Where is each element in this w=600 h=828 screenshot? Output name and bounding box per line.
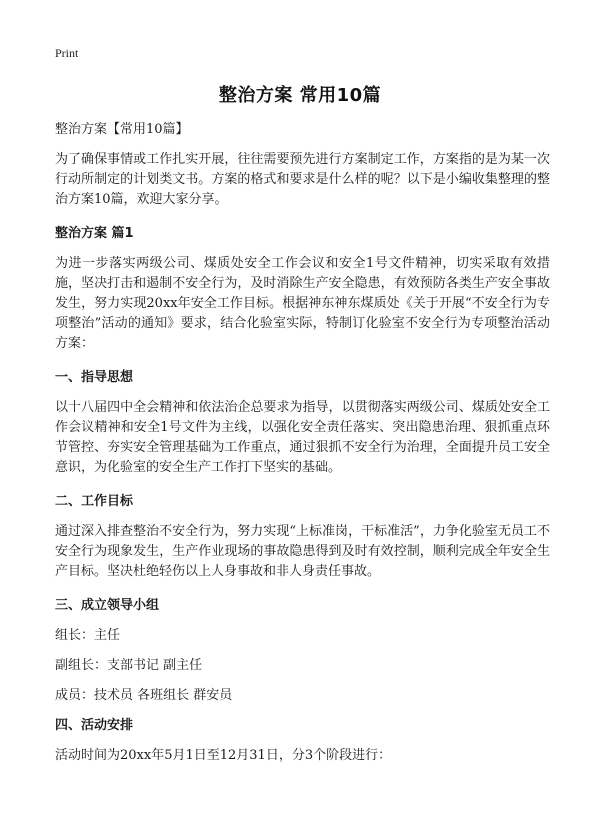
document-subtitle: 整治方案【常用10篇】 <box>55 122 189 137</box>
members-line: 成员：技术员 各班组长 群安员 <box>55 688 233 703</box>
document-body <box>55 120 550 766</box>
paragraph-guiding-ideology: 以十八届四中全会精神和依法治企总要求为指导，以贯彻落实两级公司、煤质处安全工作会议精神和安全1号文件为主线，以强化安全责任落实、突出隐患治理、狠抓重点环节管控、夯实安全管理基础为工作重点，通过狠抓不安全行为治理，全面提升员工安全意识，为化验室的安全生产工作打下坚实的基础。 <box>55 400 550 475</box>
intro-paragraph: 为了确保事情或工作扎实开展，往往需要预先进行方案制定工作，方案指的是为某一次行动所制定的计划类文书。方案的格式和要求是什么样的呢？以下是小编收集整理的整治方案10篇，欢迎大家分享。 <box>55 152 550 207</box>
heading-leading-group: 三、成立领导小组 <box>55 598 160 613</box>
heading-guiding-ideology: 一、指导思想 <box>55 370 134 385</box>
deputy-leader-line: 副组长：支部书记 副主任 <box>55 658 203 673</box>
heading-work-goals: 二、工作目标 <box>55 494 134 509</box>
paragraph-activity-schedule: 活动时间为20xx年5月1日至12月31日，分3个阶段进行： <box>55 748 392 763</box>
paragraph-work-goals: 通过深入排查整治不安全行为，努力实现“上标准岗，干标准活”，力争化验室无员工不安全行为现象发生，生产作业现场的事故隐患得到及时有效控制，顺利完成全年安全生产目标。坚决杜绝轻伤以上人身事故和非人身责任事故。 <box>55 524 550 579</box>
leader-line: 组长：主任 <box>55 628 121 643</box>
section-title: 整治方案 篇1 <box>55 226 134 241</box>
heading-activity-schedule: 四、活动安排 <box>55 718 134 733</box>
document-title: 整治方案 常用10篇 <box>218 85 382 106</box>
print-label: Print <box>55 46 79 60</box>
section-intro-paragraph: 为进一步落实两级公司、煤质处安全工作会议和安全1号文件精神，切实采取有效措施，坚决打击和遏制不安全行为，及时消除生产安全隐患，有效预防各类生产安全事故发生，努力实现20xx年安全工作目标。根据神东神东煤质处《关于开展“不安全行为专项整治”活动的通知》要求，结合化验室实际，特制订化验室不安全行为专项整治活动方案： <box>55 256 550 351</box>
